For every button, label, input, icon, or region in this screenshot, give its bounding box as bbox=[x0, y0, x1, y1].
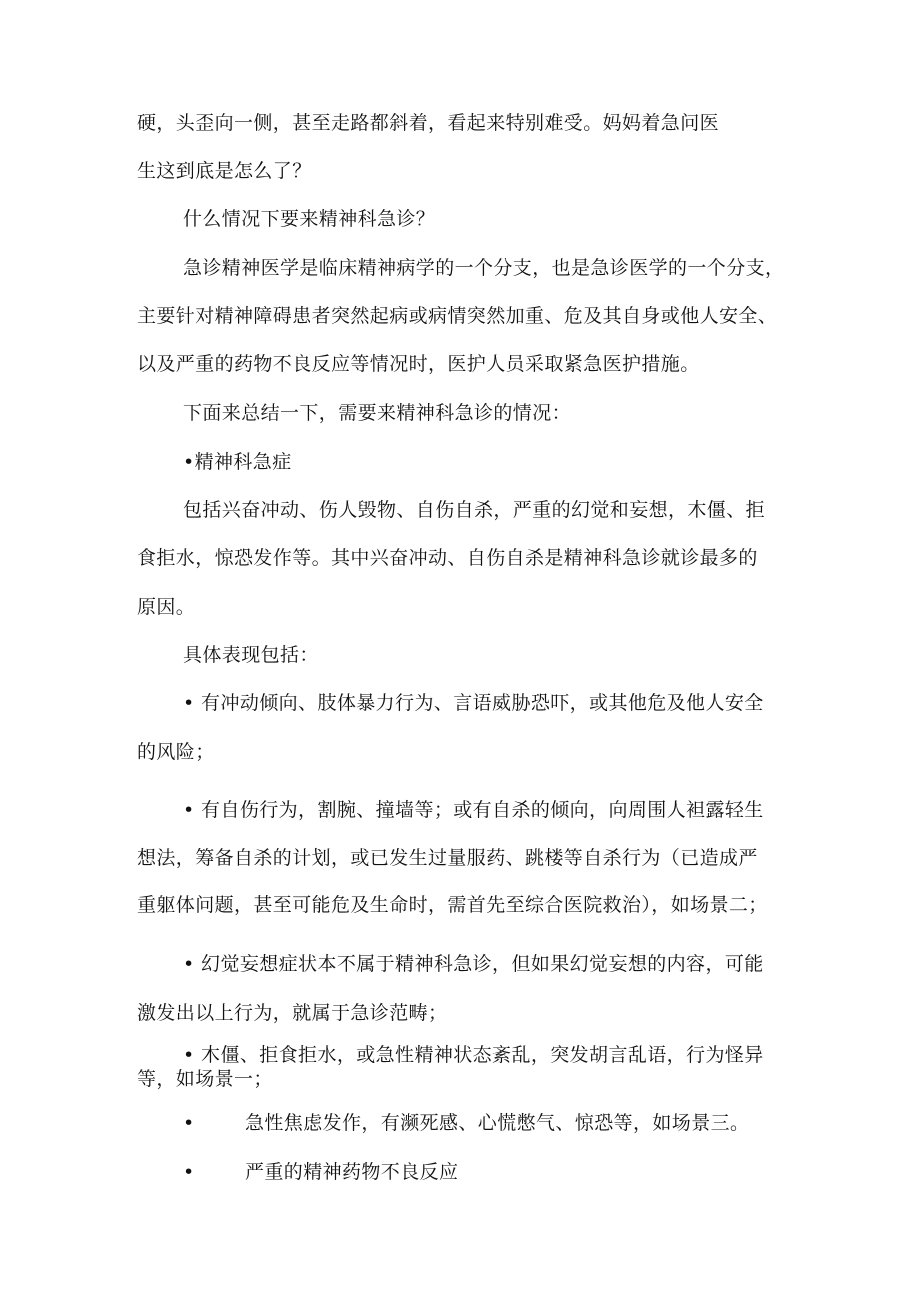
paragraph-line: 具体表现包括： bbox=[183, 644, 319, 666]
section-heading: 什么情况下要来精神科急诊？ bbox=[183, 208, 436, 230]
paragraph-line: 包括兴奋冲动、伤人毁物、自伤自杀，严重的幻觉和妄想，木僵、拒 bbox=[183, 499, 766, 521]
list-item-line: • 木僵、拒食拒水，或急性精神状态紊乱，突发胡言乱语，行为怪异 bbox=[183, 1044, 764, 1066]
list-item-line: • 有冲动倾向、肢体暴力行为、言语威胁恐吓，或其他危及他人安全 bbox=[183, 692, 764, 714]
paragraph-line: 食拒水，惊恐发作等。其中兴奋冲动、自伤自杀是精神科急诊就诊最多的 bbox=[137, 547, 758, 569]
list-bullet: • bbox=[183, 1161, 195, 1183]
list-item-line: 激发出以上行为，就属于急诊范畴； bbox=[137, 1002, 448, 1024]
list-item-line: • 幻觉妄想症状本不属于精神科急诊，但如果幻觉妄想的内容，可能 bbox=[183, 953, 764, 975]
paragraph-line: 急诊精神医学是临床精神病学的一个分支，也是急诊医学的一个分支， bbox=[183, 257, 785, 279]
paragraph-line: 原因。 bbox=[137, 596, 196, 618]
paragraph-line: 硬，头歪向一侧，甚至走路都斜着，看起来特别难受。妈妈着急问医 bbox=[137, 112, 720, 134]
list-item-line: 等，如场景一； bbox=[137, 1068, 273, 1090]
list-item-line: 的风险； bbox=[137, 741, 215, 763]
paragraph-line: 下面来总结一下，需要来精神科急诊的情况： bbox=[183, 402, 572, 424]
list-item-line: 严重的精神药物不良反应 bbox=[245, 1161, 459, 1183]
bullet-heading: •精神科急症 bbox=[183, 451, 292, 473]
paragraph-line: 生这到底是怎么了？ bbox=[137, 160, 312, 182]
paragraph-line: 主要针对精神障碍患者突然起病或病情突然加重、危及其自身或他人安全、 bbox=[137, 305, 778, 327]
list-item-line: • 有自伤行为，割腕、撞墙等；或有自杀的倾向，向周围人袒露轻生 bbox=[183, 799, 764, 821]
list-item-line: 想法，筹备自杀的计划，或已发生过量服药、跳楼等自杀行为（已造成严 bbox=[137, 847, 758, 869]
paragraph-line: 以及严重的药物不良反应等情况时，医护人员采取紧急医护措施。 bbox=[137, 353, 700, 375]
list-item-line: 重躯体问题，甚至可能危及生命时，需首先至综合医院救治），如场景二； bbox=[137, 894, 768, 916]
list-item-line: 急性焦虑发作，有濒死感、心慌憋气、惊恐等，如场景三。 bbox=[245, 1112, 750, 1134]
list-bullet: • bbox=[183, 1112, 195, 1134]
